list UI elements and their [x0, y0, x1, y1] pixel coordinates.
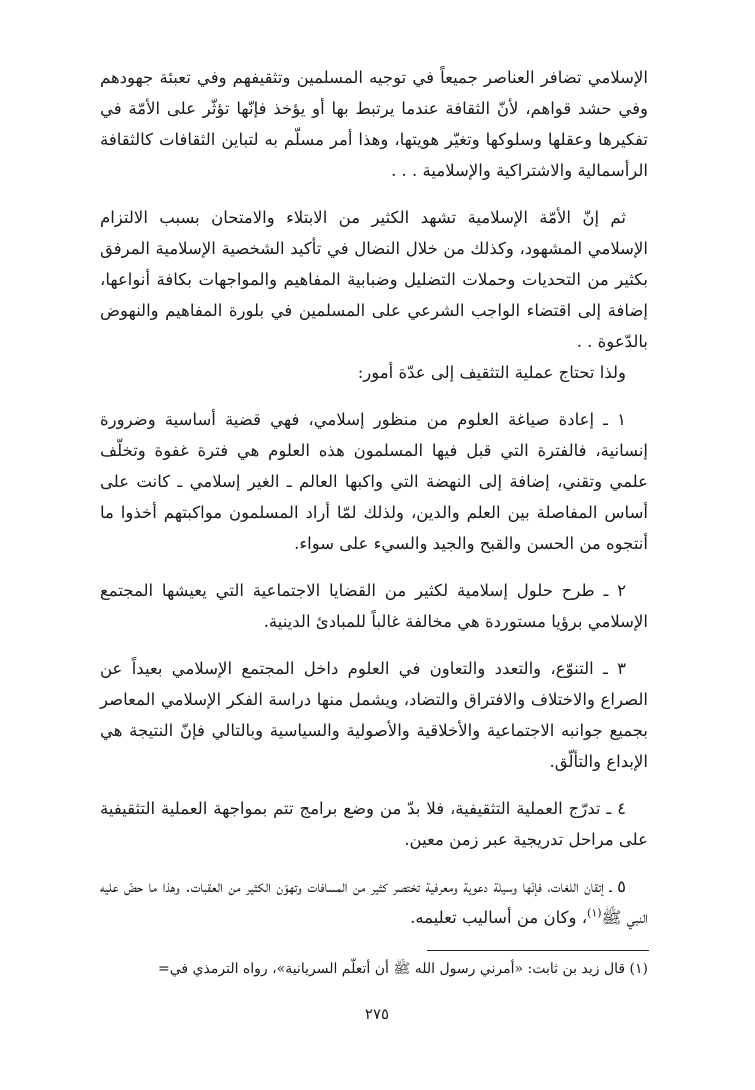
footnote-reference: (١) — [587, 906, 602, 920]
list-item-3: ٣ ـ التنوّع، والتعدد والتعاون في العلوم داخل المجتمع الإسلامي بعيداً عن الصراع والاختلاف والافتراق والتضاد، ويشمل منها دراسة الفكر الإسلامي المعاصر بجميع جوانبه الاجتماعية والأخلاقية والأصولية والسياسية وبالتالي فإنّ النتيجة هي الإبداع والتألّق. — [100, 659, 648, 771]
list-item-5-text: ٥ ـ إتقان اللغات، فإنّها وسيلة دعوية ومعرفية تختصر كثير من المسافات وتهوّن الكثير من العقبات. وهذا ما حضّ عليه النبي ﷺ — [100, 877, 648, 927]
paragraph-trials: ثم إنّ الأمّة الإسلامية تشهد الكثير من الابتلاء والامتحان بسبب الالتزام الإسلامي المشهود، وكذلك من خلال النضال في تأكيد الشخصية الإسلامية المرفق بكثير من التحديات وحملات التضليل وضبابية المفاهيم والمواجهات بكافة أنواعها، إضافة إلى اقتضاء الواجب الشرعي على المسلمين في بلورة المفاهيم والنهوض بالدّعوة . . — [100, 208, 648, 351]
list-item-4: ٤ ـ تدرّج العملية التثقيفية، فلا بدّ من وضع برامج تتم بمواجهة العملية التثقيفية على مراحل تدريجية عبر زمن معين. — [100, 799, 648, 849]
footnote: (١) قال زيد بن ثابت: «أمرني رسول الله ﷺ أن أتعلّم السريانية»، رواه الترمذي في= — [158, 961, 648, 977]
list-item-2: ٢ ـ طرح حلول إسلامية لكثير من القضايا الاجتماعية التي يعيشها المجتمع الإسلامي برؤيا مستوردة هي مخالفة غالباً للمبادئ الدينية. — [100, 581, 648, 631]
main-text — [100, 62, 648, 933]
page-number: ٢٧٥ — [364, 1005, 390, 1023]
list-item-1: ١ ـ إعادة صياغة العلوم من منظور إسلامي، فهي قضية أساسية وضرورة إنسانية، فالفترة التي قبل فيها المسلمون هذه العلوم هي فترة غفوة وتخلّف علمي وتقني، إضافة إلى النهضة التي واكبها العالم ـ الغير إسلامي ـ كانت على أساس المفاصلة بين العلم والدين، ولذلك لمّا أراد المسلمون مواكبتهم أخذوا ما أنتجوه من الحسن والقبح والجيد والسيء على سواء. — [100, 410, 648, 553]
list-item-5 — [100, 871, 648, 933]
list-item-5-ending: ، وكان من أساليب تعليمه. — [410, 908, 588, 927]
footnote-divider — [427, 950, 649, 951]
paragraph-needs: ولذا تحتاج عملية التثقيف إلى عدّة أمور: — [357, 363, 626, 382]
paragraph-continuation: الإسلامي تضافر العناصر جميعاً في توجيه المسلمين وتثقيفهم وفي تعبئة جهودهم وفي حشد قواهم، لأنّ الثقافة عندما يرتبط بها أو يؤخذ فإنّها تؤثّر على الأمّة في تفكيرها وعقلها وسلوكها وتغيّر هويتها، وهذا أمر مسلّم به لتباين الثقافات كالثقافة الرأسمالية والاشتراكية والإسلامية . . . — [100, 68, 648, 180]
